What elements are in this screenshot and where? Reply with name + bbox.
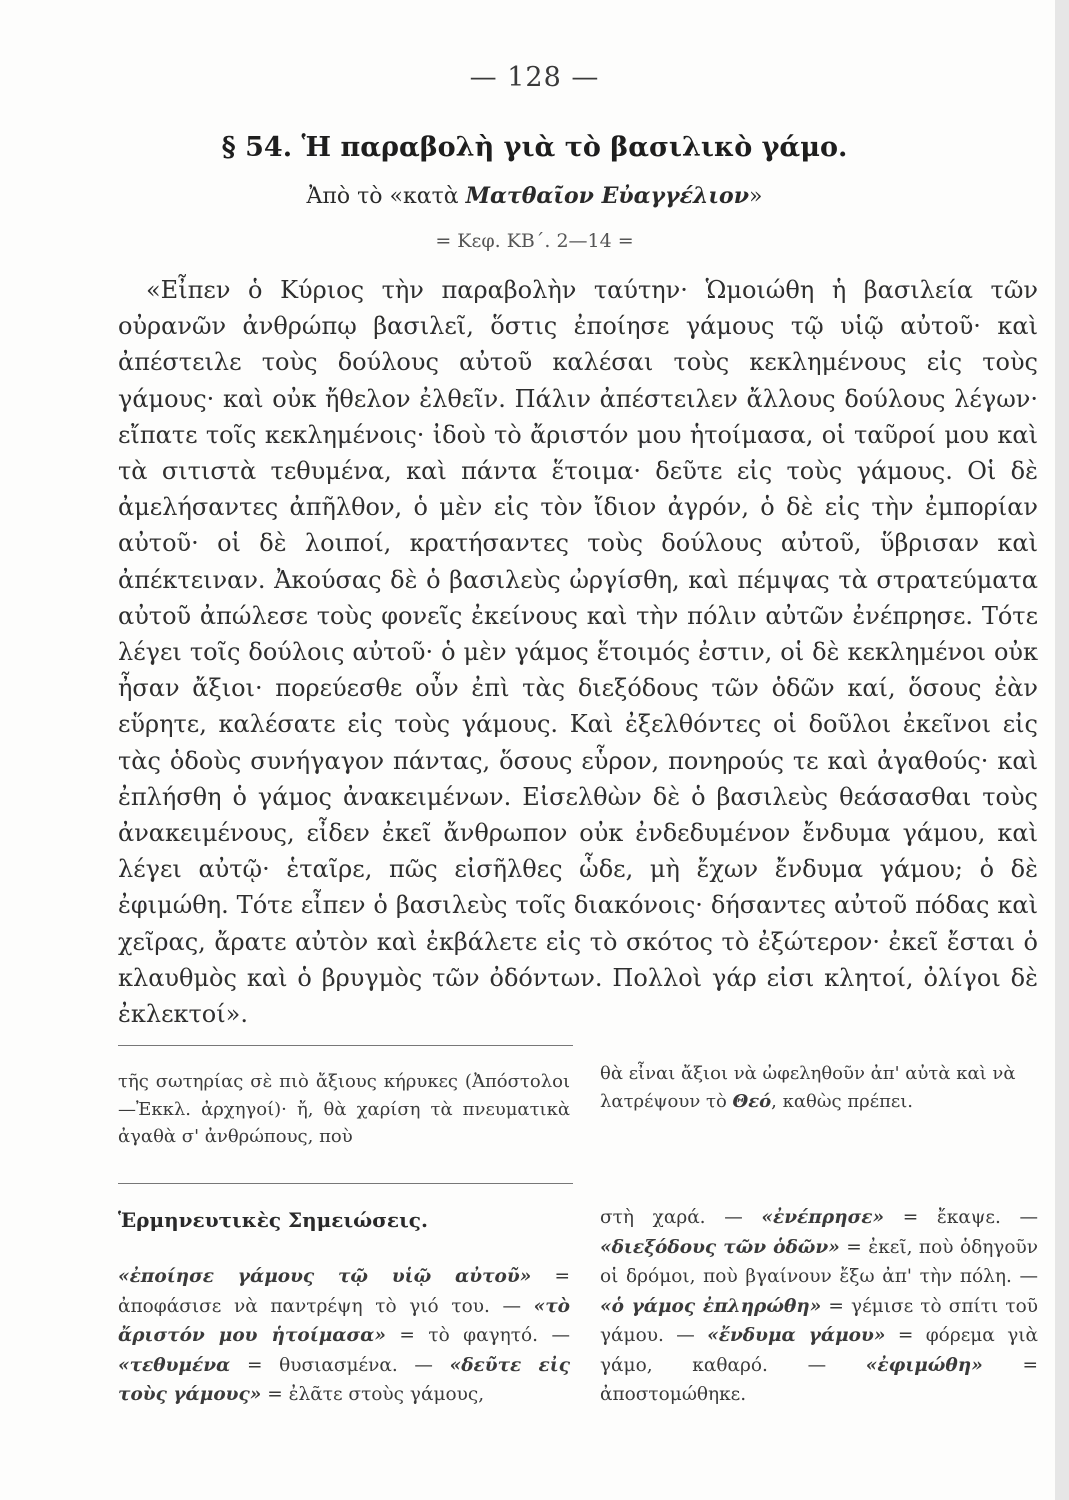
notes-left-column [118,1262,570,1410]
footnote-right-after: , καθὼς πρέπει. [771,1090,914,1112]
main-text: «Εἶπεν ὁ Κύριος τὴν παραβολὴν ταύτην· Ὡμοιώθη ἡ βασιλεία τῶν οὐρανῶν ἀνθρώπῳ βασιλεῖ, ὅστις ἐποίησε γάμους τῷ υἱῷ αὐτοῦ· καὶ ἀπέστειλε τοὺς δούλους αὐτοῦ καλέσαι τοὺς κεκλημένους εἰς τοὺς γάμους· καὶ οὐκ ἤθελον ἐλθεῖν. Πάλιν ἀπέστειλεν ἄλλους δούλους λέγων· εἴπατε τοῖς κεκλημένοις· ἰδοὺ τὸ ἄριστόν μου ἡτοίμασα, οἱ ταῦροί μου καὶ τὰ σιτιστὰ τεθυμένα, καὶ πάντα ἕτοιμα· δεῦτε εἰς τοὺς γάμους. Οἱ δὲ ἀμελήσαντες ἀπῆλθον, ὁ μὲν εἰς τὸν ἴδιον ἀγρόν, ὁ δὲ εἰς τὴν ἐμπορίαν αὐτοῦ· οἱ δὲ λοιποί, κρατήσαντες τοὺς δούλους αὐτοῦ, ὕβρισαν καὶ ἀπέκτειναν. Ἀκούσας δὲ ὁ βασιλεὺς ὠργίσθη, καὶ πέμψας τὰ στρατεύματα αὐτοῦ ἀπώλεσε τοὺς φονεῖς ἐκείνους καὶ τὴν πόλιν αὐτῶν ἐνέπρησε. Τότε λέγει τοῖς δούλοις αὐτοῦ· ὁ μὲν γάμος ἕτοιμός ἐστιν, οἱ δὲ κεκλημένοι οὐκ ἦσαν ἄξιοι· πορεύεσθε οὖν ἐπὶ τὰς διεξόδους τῶν ὁδῶν καί, ὅσους ἐὰν εὕρητε, καλέσατε εἰς τοὺς γάμους. Καὶ ἐξελθόντες οἱ δοῦλοι ἐκεῖνοι εἰς τὰς ὁδοὺς συνήγαγον πάντας, ὅσους εὗρον, πονηρούς τε καὶ ἀγαθούς· καὶ ἐπλήσθη ὁ γάμος ἀνακειμένων. Εἰσελθὼν δὲ ὁ βασιλεὺς θεάσασθαι τοὺς ἀνακειμένους, εἶδεν ἐκεῖ ἄνθρωπον οὐκ ἐνδεδυμένον ἔνδυμα γάμου, καὶ λέγει αὐτῷ· ἑταῖρε, πῶς εἰσῆλθες ὧδε, μὴ ἔχων ἔνδυμα γάμου; ὁ δὲ ἐφιμώθη. Τότε εἶπεν ὁ βασιλεὺς τοῖς διακόνοις· δήσαντες αὐτοῦ πόδας καὶ χεῖρας, ἄρατε αὐτὸν καὶ ἐκβάλετε εἰς τὸ σκότος τὸ ἐξώτερον· ἐκεῖ ἔσται ὁ κλαυθμὸς καὶ ὁ βρυγμὸς τῶν ὀδόντων. Πολλοὶ γάρ εἰσι κλητοί, ὀλίγοι δὲ ἐκλεκτοί». [118,276,1038,1029]
footnote-right-god: Θεό [732,1090,772,1112]
note-term: «τεθυμένα [118,1354,231,1376]
notes-divider [118,1183,573,1184]
note-definition: = ἔκαψε. — [884,1207,1038,1228]
note-definition: = ἐκεῖ, ποὺ ὁδηγοῦν οἱ δρόμοι, ποὺ βγαίνουν ἔξω ἀπ' τὴν πόλη. — [600,1236,1038,1287]
note-term: «δεῦτε εἰς τοὺς γάμους» [118,1354,571,1405]
source-prefix: Ἀπὸ τὸ «κατὰ [306,184,459,209]
note-term: «ἐποίησε γάμους τῷ υἱῷ αὐτοῦ» [118,1266,532,1287]
footnote-right-before: θὰ εἶναι ἄξιοι νὰ ὠφεληθοῦν ἀπ' αὐτὰ καὶ νὰ λατρέψουν τὸ [600,1063,1016,1112]
notes-right-column [600,1203,1038,1410]
notes-heading: Ἑρμηνευτικὲς Σημειώσεις. [118,1208,428,1232]
note-term: «ἔνδυμα γάμου» [707,1325,886,1346]
source-suffix: » [748,184,763,209]
note-term: «διεξόδους τῶν ὁδῶν» [600,1236,840,1258]
note-term: «ἐφιμώθη» [865,1354,983,1376]
note-definition: = ἀποφάσισε νὰ παντρέψη τὸ γιό του. — [118,1266,570,1317]
page-edge [1055,0,1069,1500]
page-number: — 128 — [469,62,600,93]
footnote-right [600,1060,1038,1115]
note-definition: = θυσιασμένα. — [230,1354,450,1376]
source-line [0,183,1069,209]
note-definition: = φόρεμα γιὰ γάμο, καθαρό. — [600,1325,1038,1376]
note-definition: = ἀποστομώθηκε. [600,1354,1038,1405]
footnote-divider [118,1045,573,1046]
section-title: § 54. Ἡ παραβολὴ γιὰ τὸ βασιλικὸ γάμο. [221,132,848,163]
source-book: Ματθαῖον Εὐαγγέλιον [465,183,749,209]
footnote-left: τῆς σωτηρίας σὲ πιὸ ἄξιους κήρυκες (Ἀπόστολοι—Ἐκκλ. ἀρχηγοί)· ἤ, θὰ χαρίση τὰ πνευματικὰ ἀγαθὰ σ' ἀνθρώπους, ποὺ [118,1071,570,1147]
note-definition: = ἐλᾶτε στοὺς γάμους, [261,1384,485,1405]
note-term: «ὁ γάμος ἐπληρώθη» [600,1295,822,1317]
note-definition: στὴ χαρά. — [600,1207,762,1228]
note-definition: = γέμισε τὸ σπίτι τοῦ γάμου. — [600,1295,1038,1346]
note-definition: = τὸ φαγητό. — [385,1325,570,1346]
note-term: «ἐνέπρησε» [761,1207,885,1228]
chapter-reference: = Κεφ. ΚΒ΄. 2—14 = [435,230,634,252]
note-term: «τὸ ἄριστόν μου ἡτοίμασα» [118,1295,570,1346]
